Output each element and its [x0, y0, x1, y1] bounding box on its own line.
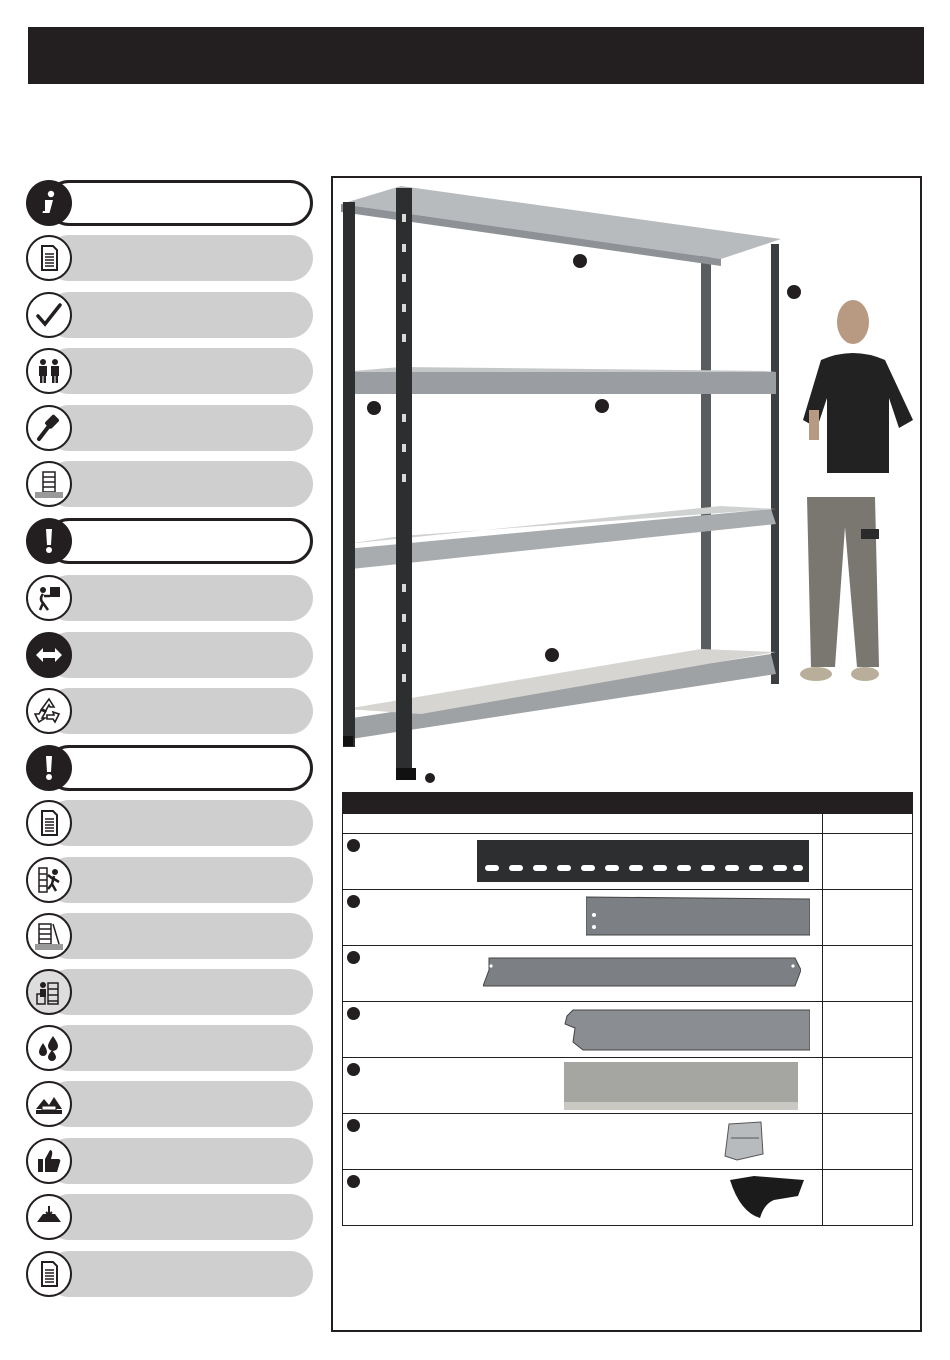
centre-support-image	[563, 1006, 810, 1052]
document-icon	[26, 235, 72, 281]
sidebar-item-shelf-floor	[26, 461, 313, 507]
shelf-floor-icon	[26, 461, 72, 507]
part-bullet	[347, 1063, 360, 1076]
sidebar-item-double-arrow	[26, 632, 313, 678]
sidebar-item-mallet	[26, 405, 313, 451]
sidebar-item-document	[26, 235, 313, 281]
table-row	[342, 946, 913, 1002]
exclamation-icon	[26, 518, 72, 564]
table-row	[342, 834, 913, 890]
part-bullet	[347, 1007, 360, 1020]
sidebar-item-thumbs-up	[26, 1138, 313, 1184]
header-bar	[28, 27, 924, 84]
sidebar-item-recycle	[26, 688, 313, 734]
callout-5	[545, 648, 559, 662]
sidebar-item-water	[26, 1025, 313, 1071]
document-icon	[26, 800, 72, 846]
sidebar-item-lifting	[26, 575, 313, 621]
shelving-unit-illustration	[341, 184, 913, 784]
part-bullet	[347, 839, 360, 852]
info-icon	[26, 180, 72, 226]
recycle-icon	[26, 688, 72, 734]
page-title	[28, 43, 44, 68]
upright-post-image	[477, 840, 809, 882]
callout-2	[787, 285, 801, 299]
part-bullet	[347, 1175, 360, 1188]
mallet-icon	[26, 405, 72, 451]
sidebar-item-warning-2	[26, 745, 313, 791]
checkmark-icon	[26, 292, 72, 338]
sidebar-item-climbing	[26, 857, 313, 903]
table-row	[342, 1002, 913, 1058]
parts-table	[342, 792, 913, 1226]
ladder-icon	[26, 913, 72, 959]
two-people-icon	[26, 348, 72, 394]
parts-table-subheader	[342, 814, 913, 834]
person-figure	[800, 300, 913, 681]
uneven-floor-icon	[26, 1081, 72, 1127]
chipboard-shelf-image	[564, 1062, 798, 1110]
callout-6	[425, 773, 435, 783]
part-bullet	[347, 951, 360, 964]
table-row	[342, 1114, 913, 1170]
sidebar-item-check	[26, 292, 313, 338]
table-row	[342, 1170, 913, 1226]
sidebar-item-ladder	[26, 913, 313, 959]
lifting-person-icon	[26, 575, 72, 621]
part-bullet	[347, 895, 360, 908]
long-beam-image	[586, 895, 810, 937]
table-row	[342, 890, 913, 946]
sidebar-item-info	[26, 180, 313, 226]
callout-3	[367, 401, 381, 415]
plastic-foot-image	[728, 1174, 810, 1222]
sidebar-item-wall-fix	[26, 969, 313, 1015]
parts-table-header	[342, 792, 913, 814]
double-arrow-icon	[26, 632, 72, 678]
table-row	[342, 1058, 913, 1114]
sidebar-item-document-3	[26, 1251, 313, 1297]
exclamation-icon	[26, 745, 72, 791]
short-beam-image	[483, 956, 801, 988]
connector-clip-image	[723, 1120, 765, 1162]
part-bullet	[347, 1119, 360, 1132]
document-icon	[26, 1251, 72, 1297]
wall-fix-icon	[26, 969, 72, 1015]
sidebar-item-document-2	[26, 800, 313, 846]
sidebar-item-two-people	[26, 348, 313, 394]
sidebar-item-load	[26, 1194, 313, 1240]
sidebar-item-warning-1	[26, 518, 313, 564]
load-icon	[26, 1194, 72, 1240]
sidebar-item-uneven-floor	[26, 1081, 313, 1127]
water-drops-icon	[26, 1025, 72, 1071]
callout-4	[595, 399, 609, 413]
thumbs-up-icon	[26, 1138, 72, 1184]
climbing-person-icon	[26, 857, 72, 903]
callout-1	[573, 254, 587, 268]
